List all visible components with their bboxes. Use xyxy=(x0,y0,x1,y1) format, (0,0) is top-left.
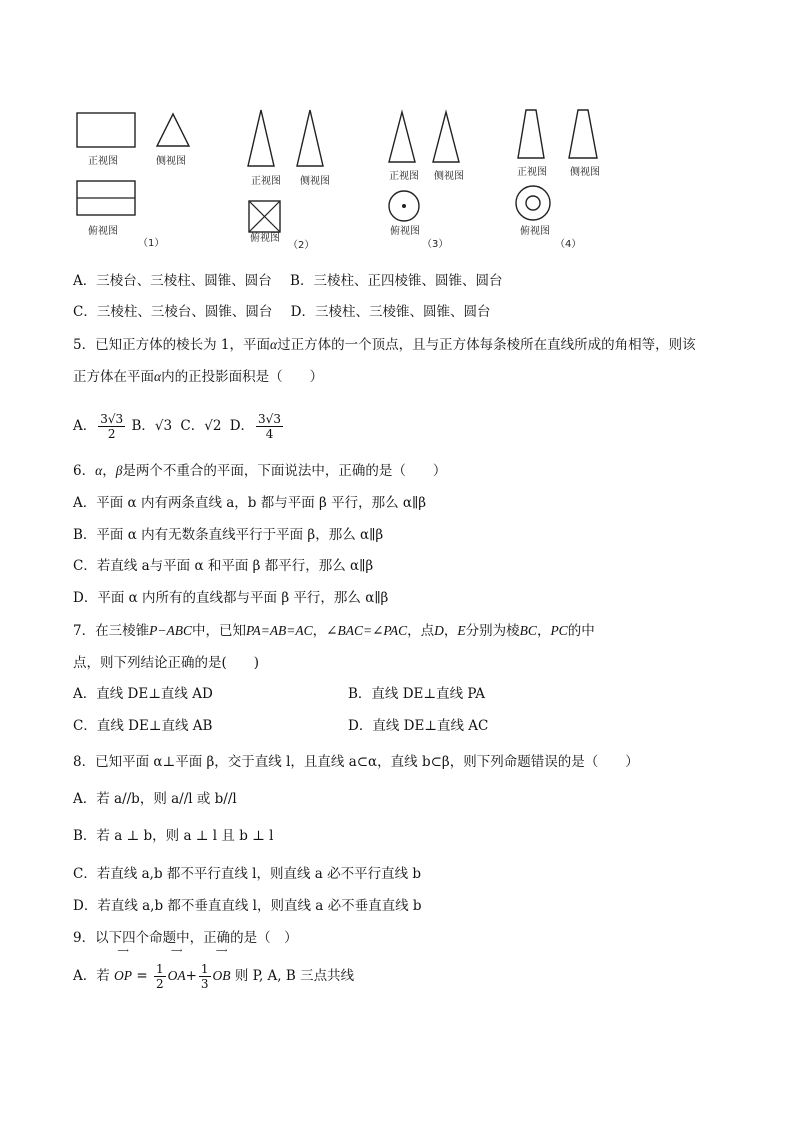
q5-option-a-fraction xyxy=(98,412,125,441)
fig2-side-triangle xyxy=(297,110,323,166)
fig1-number: （1） xyxy=(138,238,165,249)
q4-row2 xyxy=(73,302,490,322)
vector-arrow-icon: ⟶ xyxy=(117,946,129,955)
fig4-top-inner-circle xyxy=(526,196,540,210)
fig3-side-label: 侧视图 xyxy=(434,171,464,182)
fig4-top-outer-circle xyxy=(516,186,550,220)
q5-option-a-num: 3√3 xyxy=(100,412,124,426)
fig1-top-label: 俯视图 xyxy=(88,226,118,237)
q4-option-a: A．三棱台、三棱柱、圆锥、圆台 xyxy=(73,273,272,289)
q5-text-b: 过正方体的一个顶点，且与正方体每条棱所在直线所成的角相等，则该 xyxy=(277,337,696,353)
q9-vec-oa-text: OA xyxy=(167,968,186,983)
fig3-front-triangle xyxy=(389,112,415,162)
q8-option-c: C．若直线 a,b 都不平行直线 l，则直线 a 必不平行直线 b xyxy=(73,866,422,882)
q7-m3: ∠BAC=∠PAC xyxy=(326,623,408,638)
q6-number: 6． xyxy=(73,463,96,479)
q9-frac2-den: 3 xyxy=(200,977,209,991)
q7-m2: PA=AB=AC xyxy=(245,623,313,638)
q9-frac1-den: 2 xyxy=(155,977,164,991)
q9-vector-ob xyxy=(212,946,231,994)
q7-option-a: A．直线 DE⊥直线 AD xyxy=(73,686,213,702)
q5-text-d: 内的正投影面积是（ ） xyxy=(161,369,324,385)
q8-option-d: D．若直线 a,b 都不垂直直线 l，则直线 a 必不垂直直线 b xyxy=(73,898,422,914)
fig2-front-triangle xyxy=(248,110,274,166)
fig4-top-label: 俯视图 xyxy=(520,226,550,237)
q7-stem-line1 xyxy=(73,621,595,641)
q7-t5: ， xyxy=(443,623,458,639)
q5-option-a-label: A． xyxy=(73,418,97,434)
q6-option-b: B．平面 α 内有无数条直线平行于平面 β，那么 α∥β xyxy=(73,527,384,543)
q9-frac2-num: 1 xyxy=(200,962,209,976)
q6-text: 是两个不重合的平面，下面说法中，正确的是（ ） xyxy=(122,463,447,479)
q9-vector-op xyxy=(114,946,133,994)
q9-frac1-num: 1 xyxy=(155,962,164,976)
fig3-top-center xyxy=(402,204,406,208)
q9-option-a xyxy=(73,946,355,994)
q7-t2: 中，已知 xyxy=(191,623,246,639)
fig1-side-label: 侧视图 xyxy=(156,156,186,167)
three-view-figure xyxy=(70,100,610,260)
fig4-front-trapezoid xyxy=(518,110,544,158)
fig3-top-label: 俯视图 xyxy=(390,226,420,237)
q8-stem: 8．已知平面 α⊥平面 β，交于直线 l，且直线 a⊂α，直线 b⊂β，则下列命题错误的是（ ） xyxy=(73,754,639,770)
q7-t1: 7．在三棱锥 xyxy=(73,623,150,639)
fig3-front-label: 正视图 xyxy=(389,171,419,182)
q5-stem-line2 xyxy=(73,367,323,387)
q7-stem-line2: 点，则下列结论正确的是( ) xyxy=(73,655,260,671)
fig3-number: （3） xyxy=(422,239,449,250)
q6-stem xyxy=(73,461,446,481)
q7-m7: PC xyxy=(550,623,568,638)
q9-equals: = xyxy=(132,968,152,984)
q9-vector-oa xyxy=(167,946,186,994)
q9-option-a-label: A．若 xyxy=(73,968,110,984)
q7-t4: ，点 xyxy=(407,623,435,639)
q5-alpha: α xyxy=(269,337,278,352)
q5-text-a: 5．已知正方体的棱长为 1，平面 xyxy=(73,337,270,353)
q5-stem-line1 xyxy=(73,335,696,355)
q7-m4: D xyxy=(434,623,444,638)
fig1-front-rect xyxy=(77,113,135,147)
q5-option-d-num: 3√3 xyxy=(258,412,281,426)
q9-option-a-tail: 则 P, A, B 三点共线 xyxy=(230,968,355,984)
q9-plus: + xyxy=(185,968,197,984)
q6-comma: ， xyxy=(102,463,116,479)
q7-t3: ， xyxy=(312,623,327,639)
q8-option-b: B．若 a ⊥ b，则 a ⊥ l 且 b ⊥ l xyxy=(73,828,274,844)
q9-vec-op-text: OP xyxy=(114,968,133,983)
q7-t6: 分别为棱 xyxy=(465,623,520,639)
fig4-front-label: 正视图 xyxy=(517,167,547,178)
q7-m1: P−ABC xyxy=(149,623,192,638)
q9-frac1 xyxy=(154,962,166,991)
fig1-side-triangle xyxy=(157,114,189,146)
vector-arrow-icon: ⟶ xyxy=(170,946,183,955)
q9-stem: 9．以下四个命题中，正确的是（ ） xyxy=(73,930,298,946)
fig3-side-triangle xyxy=(433,112,459,162)
fig1-front-label: 正视图 xyxy=(88,156,118,167)
q6-option-d: D．平面 α 内所有的直线都与平面 β 平行，那么 α∥β xyxy=(73,590,389,606)
three-view-diagram xyxy=(70,100,610,260)
q5-option-d-den: 4 xyxy=(265,427,274,441)
q7-option-c: C．直线 DE⊥直线 AB xyxy=(73,718,213,734)
q5-option-d-label: D． xyxy=(229,418,255,434)
q5-options xyxy=(73,408,285,444)
q5-option-a-den: 2 xyxy=(107,427,116,441)
fig4-side-label: 侧视图 xyxy=(570,167,600,178)
fig2-number: （2） xyxy=(288,240,315,251)
q7-m5: E xyxy=(457,623,466,638)
fig4-side-trapezoid xyxy=(569,110,597,158)
q5-option-c: C．√2 xyxy=(180,418,222,434)
q5-option-b: B．√3 xyxy=(131,418,173,434)
q4-option-c: C．三棱柱、三棱台、圆锥、圆台 xyxy=(73,304,273,320)
q4-row1 xyxy=(73,271,502,291)
q9-frac2 xyxy=(199,962,211,991)
q7-option-b: B．直线 DE⊥直线 PA xyxy=(348,686,485,702)
q9-vec-ob-text: OB xyxy=(212,968,231,983)
fig4-number: （4） xyxy=(555,239,582,250)
q7-t8: 的中 xyxy=(567,623,595,639)
q7-option-d: D．直线 DE⊥直线 AC xyxy=(348,718,489,734)
fig2-side-label: 侧视图 xyxy=(300,176,330,187)
q6-alpha: α xyxy=(95,463,103,478)
q8-option-a: A．若 a//b，则 a//l 或 b//l xyxy=(73,791,237,807)
fig2-top-label: 俯视图 xyxy=(250,233,280,244)
q5-text-c: 正方体在平面 xyxy=(73,369,154,385)
q7-m6: BC xyxy=(519,623,537,638)
q5-option-d-fraction xyxy=(256,412,283,441)
q6-beta: β xyxy=(115,463,123,478)
q6-option-c: C．若直线 a与平面 α 和平面 β 都平行，那么 α∥β xyxy=(73,558,374,574)
q5-alpha-2: α xyxy=(154,369,162,384)
fig2-front-label: 正视图 xyxy=(251,176,281,187)
q4-option-b: B．三棱柱、正四棱锥、圆锥、圆台 xyxy=(290,273,503,289)
q7-t7: ， xyxy=(536,623,551,639)
vector-arrow-icon: ⟶ xyxy=(215,946,228,955)
q4-option-d: D．三棱柱、三棱锥、圆锥、圆台 xyxy=(290,304,491,320)
q6-option-a: A．平面 α 内有两条直线 a，b 都与平面 β 平行，那么 α∥β xyxy=(73,495,427,511)
